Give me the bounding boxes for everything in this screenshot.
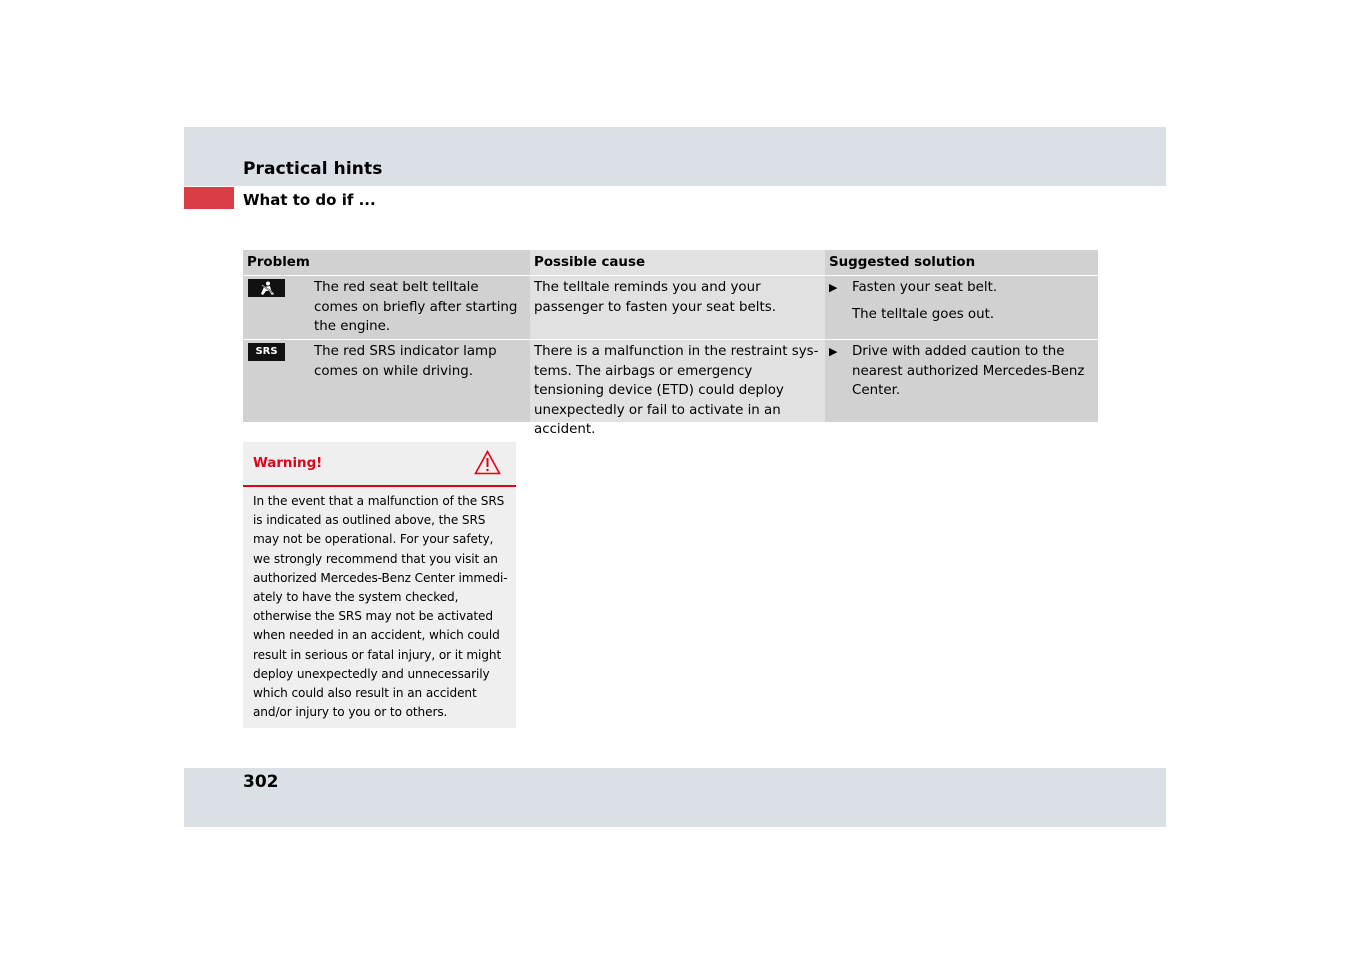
header-suggested-solution: Suggested solution [825, 250, 1098, 275]
warning-triangle-icon [474, 450, 501, 475]
solution-cell [825, 276, 1098, 339]
subsection-title: What to do if ... [243, 191, 376, 209]
cause-cell: There is a malfunction in the restraint sys-tems. The airbags or emergency tensioning device (ETD) could deploy unexpectedly or fail to activate in an accident. [530, 340, 825, 422]
cause-cell: The telltale reminds you and your passenger to fasten your seat belts. [530, 276, 825, 339]
table-header-row [243, 250, 1098, 275]
warning-header [243, 442, 516, 487]
seat-belt-telltale-icon [248, 279, 285, 297]
table-row [243, 275, 1098, 339]
solution-text: Drive with added caution to the nearest authorized Mercedes-Benz Center. [852, 344, 1085, 398]
warning-body: In the event that a malfunction of the SRS is indicated as outlined above, the SRS may not be operational. For your safety, we strongly recommend that you visit an authorized Mercedes-Benz Center immedi-ately to have the system checked, otherwise the SRS may not be activated when needed in an accident, which could result in serious or fatal injury, or it might deploy unexpectedly and unnecessarily which could also result in an accident and/or injury to you or to others. [253, 494, 508, 720]
warning-box [243, 442, 516, 728]
footer-band [184, 768, 1166, 827]
header-possible-cause: Possible cause [530, 250, 825, 275]
section-title: Practical hints [243, 159, 383, 179]
troubleshooting-table [243, 250, 1098, 437]
header-problem: Problem [243, 250, 530, 275]
result-text: The telltale goes out. [852, 306, 995, 322]
srs-indicator-icon: SRS [248, 343, 285, 361]
problem-text: The red seat belt telltale comes on briefly after starting the engine. [314, 280, 518, 334]
solution-cell [825, 340, 1098, 422]
problem-text: The red SRS indicator lamp comes on while driving. [314, 344, 497, 379]
problem-cell [243, 276, 530, 339]
solution-text: Fasten your seat belt. [852, 280, 998, 295]
page-number: 302 [243, 772, 279, 792]
problem-cell [243, 340, 530, 422]
section-marker [184, 187, 234, 209]
warning-title: Warning! [253, 456, 323, 471]
bullet-arrow-icon: ▶ [829, 281, 838, 294]
table-row [243, 339, 1098, 437]
bullet-arrow-icon: ▶ [829, 345, 838, 358]
